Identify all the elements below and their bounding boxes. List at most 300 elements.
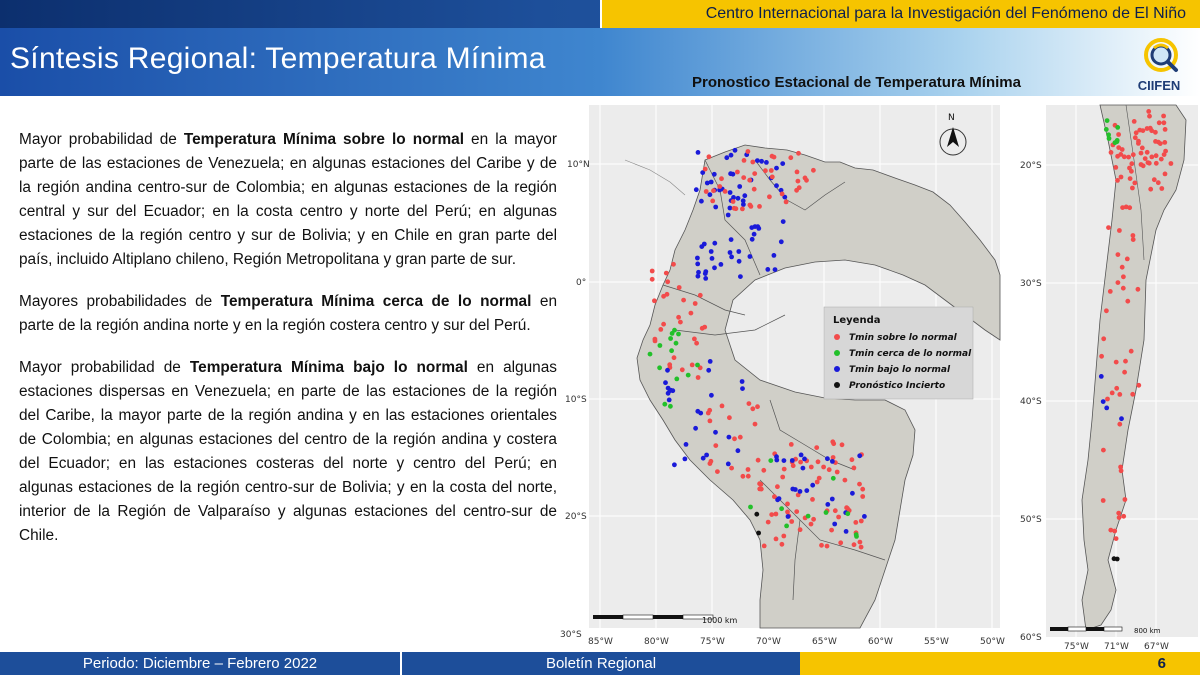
station-dot [825,456,830,461]
station-dot [1159,157,1164,162]
footer-bar [0,652,1200,675]
station-dot [1162,120,1167,125]
station-dot [696,274,701,279]
station-dot [1139,162,1144,167]
station-dot [698,293,703,298]
station-dot [810,497,815,502]
station-dot [854,532,859,537]
station-dot [665,292,670,297]
station-dot [671,262,676,267]
paragraph-text: en parte de la región andina norte y en la región costera centro y sur del Perú. [19,293,558,334]
station-dot [729,255,734,260]
station-dot [825,544,830,549]
station-dot [840,442,845,447]
station-dot [1108,289,1113,294]
lat-label: 40°S [1020,397,1042,407]
paragraph-below-normal [19,356,557,548]
station-dot [669,348,674,353]
station-dot [1116,511,1121,516]
station-dot [1120,265,1125,270]
station-dot [835,470,840,475]
station-dot [1099,374,1104,379]
station-dot [726,213,731,218]
station-dot [742,193,747,198]
station-dot [742,158,747,163]
station-dot [1136,139,1141,144]
ciifen-logo [1128,34,1194,96]
legend-swatch [834,366,840,372]
organization-name: Centro Internacional para la Investigación del Fenómeno de El Niño [600,0,1200,28]
station-dot [731,195,736,200]
chile-forecast-map [1016,100,1200,652]
station-dot [667,362,672,367]
station-dot [668,388,673,393]
station-dot [798,460,803,465]
station-dot [752,187,757,192]
station-dot [727,435,732,440]
station-dot [762,544,767,549]
station-dot [741,175,746,180]
station-dot [756,458,761,463]
station-dot [723,189,728,194]
station-dot [677,285,682,290]
station-dot [749,204,754,209]
station-dot [1128,176,1133,181]
station-dot [757,481,762,486]
station-dot [859,545,864,550]
paragraph-text: en la mayor parte de las estaciones de Venezuela; en algunas estaciones del Caribe y de la región andina centro-sur de Colombia; en algunas estaciones de la región central y sur del Ecuador; en la costa centro y norte del Perú; en algunas estaciones de la región centro y sur de Bolivia; y en Chile en gran parte del país, incluido Altiplano chileno, Región Metropolitana y gran parte de sur. [19,131,557,268]
station-dot [801,466,806,471]
station-dot [833,508,838,513]
station-dot [1162,140,1167,145]
station-dot [693,301,698,306]
station-dot [1157,120,1162,125]
station-dot [750,160,755,165]
station-dot [662,402,667,407]
station-dot [810,483,815,488]
station-dot [780,192,785,197]
station-dot [701,456,706,461]
station-dot [665,368,670,373]
station-dot [708,419,713,424]
station-dot [734,206,739,211]
station-dot [844,505,849,510]
station-dot [1134,130,1139,135]
paragraph-above-normal [19,128,557,272]
lon-label: 55°W [924,637,949,647]
station-dot [736,196,741,201]
station-dot [711,188,716,193]
station-dot [729,237,734,242]
station-dot [740,386,745,391]
station-dot [741,474,746,479]
station-dot [838,540,843,545]
station-dot [1109,150,1114,155]
station-dot [753,422,758,427]
legend-label: Tmin sobre lo normal [849,333,957,343]
station-dot [1146,109,1151,114]
station-dot [720,404,725,409]
station-dot [706,368,711,373]
station-dot [1147,161,1152,166]
lon-label: 70°W [756,637,781,647]
station-dot [1152,177,1157,182]
station-dot [795,170,800,175]
station-dot [694,187,699,192]
station-dot [746,149,751,154]
station-dot [724,155,729,160]
paragraph-text: Mayor probabilidad de [19,131,184,148]
station-dot [768,458,773,463]
station-dot [736,448,741,453]
station-dot [695,256,700,261]
station-dot [1113,165,1118,170]
station-dot [674,377,679,382]
station-dot [713,443,718,448]
station-dot [750,406,755,411]
station-dot [802,457,807,462]
station-dot [772,253,777,258]
station-dot [713,430,718,435]
station-dot [1124,205,1129,210]
station-dot [1115,125,1120,130]
station-dot [703,276,708,281]
station-dot [814,445,819,450]
station-dot [695,409,700,414]
station-dot [784,200,789,205]
station-dot [831,441,836,446]
station-dot [757,487,762,492]
station-dot [741,202,746,207]
station-dot [790,458,795,463]
station-dot [1140,146,1145,151]
station-dot [696,375,701,380]
station-dot [862,514,867,519]
station-dot [731,172,736,177]
station-dot [1104,308,1109,313]
lon-label: 80°W [644,637,669,647]
station-dot [860,494,865,499]
station-dot [775,497,780,502]
station-dot [1123,497,1128,502]
station-dot [712,172,717,177]
station-dot [1163,127,1168,132]
station-dot [1112,529,1117,534]
station-dot [661,322,666,327]
station-dot [748,505,753,510]
station-dot [761,468,766,473]
station-dot [712,241,717,246]
lon-label: 67°W [1144,642,1169,652]
station-dot [756,531,761,536]
station-dot [692,337,697,342]
lon-label: 65°W [812,637,837,647]
station-dot [737,259,742,264]
station-dot [1106,225,1111,230]
station-dot [708,359,713,364]
station-dot [747,178,752,183]
station-dot [1131,152,1136,157]
station-dot [694,341,699,346]
lat-label: 10°S [565,395,587,405]
station-dot [811,517,816,522]
station-dot [729,153,734,158]
station-dot [799,453,804,458]
station-dot [686,373,691,378]
station-dot [1161,114,1166,119]
station-dot [674,341,679,346]
station-dot [1132,181,1137,186]
station-dot [766,520,771,525]
station-dot [676,332,681,337]
lat-label: 10°N [567,160,590,170]
station-dot [790,487,795,492]
station-dot [740,379,745,384]
paragraph-highlight: Temperatura Mínima cerca de lo normal [220,293,532,310]
station-dot [667,398,672,403]
lon-label: 85°W [588,637,613,647]
station-dot [1145,150,1150,155]
lat-label: 20°S [1020,161,1042,171]
station-dot [699,244,704,249]
station-dot [843,478,848,483]
station-dot [1141,128,1146,133]
station-dot [704,189,709,194]
station-dot [832,522,837,527]
station-dot [774,183,779,188]
station-dot [727,415,732,420]
scale-label: 800 km [1134,627,1161,635]
station-dot [845,511,850,516]
station-dot [798,489,803,494]
station-dot [707,154,712,159]
station-dot [1119,468,1124,473]
station-dot [746,474,751,479]
station-dot [1131,237,1136,242]
map-subtitle: Pronostico Estacional de Temperatura Mínima [692,74,1021,91]
station-dot [859,519,864,524]
station-dot [729,466,734,471]
legend-swatch [834,382,840,388]
station-dot [690,363,695,368]
station-dot [707,408,712,413]
station-dot [693,426,698,431]
paragraph-highlight: Temperatura Mínima sobre lo normal [183,131,465,148]
station-dot [804,488,809,493]
station-dot [1122,370,1127,375]
station-dot [1163,172,1168,177]
station-dot [1121,274,1126,279]
station-dot [683,457,688,462]
station-dot [755,404,760,409]
station-dot [767,194,772,199]
station-dot [774,166,779,171]
station-dot [733,148,738,153]
station-dot [852,542,857,547]
station-dot [676,315,681,320]
station-dot [1130,392,1135,397]
station-dot [1114,360,1119,365]
station-dot [819,543,824,548]
station-dot [785,510,790,515]
station-dot [817,476,822,481]
paragraph-text: en algunas estaciones dispersas en Venezuela; en parte de las estaciones de la región del Caribe, la mayor parte de la región andina y en las estaciones orientales de Colombia; en algunas estaciones del centro de la región andina y costera del Ecuador; en las estaciones costeras del norte y centro del Perú; en algunas estaciones de la región centro-sur de Bolivia; y en la costa del norte, interior de la Región de Valparaíso y algunas estaciones del centro-sur de Chile. [19,359,557,544]
station-dot [705,181,710,186]
station-dot [772,155,777,160]
station-dot [684,442,689,447]
station-dot [836,515,841,520]
lat-label: 20°S [565,512,587,522]
station-dot [726,462,731,467]
station-dot [1101,336,1106,341]
station-dot [1129,349,1134,354]
station-dot [1129,161,1134,166]
station-dot [1114,536,1119,541]
station-dot [794,509,799,514]
station-dot [1101,399,1106,404]
station-dot [1127,166,1132,171]
station-dot [1117,392,1122,397]
station-dot [773,267,778,272]
station-dot [794,188,799,193]
station-dot [803,176,808,181]
station-dot [798,527,803,532]
lat-label: 0° [576,278,587,288]
station-dot [658,327,663,332]
station-dot [689,311,694,316]
station-dot [1143,156,1148,161]
station-dot [731,199,736,204]
station-dot [844,529,849,534]
legend-swatch [834,334,840,340]
station-dot [1120,147,1125,152]
station-dot [650,277,655,282]
station-dot [1123,359,1128,364]
station-dot [709,393,714,398]
station-dot [664,271,669,276]
paragraph-highlight: Temperatura Mínima bajo lo normal [189,359,468,376]
station-dot [1153,139,1158,144]
station-dot [1112,556,1117,561]
station-dot [1156,180,1161,185]
station-dot [1104,406,1109,411]
synthesis-text [19,128,557,566]
station-dot [653,337,658,342]
lat-label: 50°S [1020,515,1042,525]
station-dot [715,469,720,474]
page-number: 6 [800,652,1200,675]
station-dot [680,367,685,372]
footer-bulletin: Boletín Regional [400,652,800,675]
station-dot [753,224,758,229]
station-dot [769,168,774,173]
lon-label: 71°W [1104,642,1129,652]
station-dot [858,540,863,545]
station-dot [781,534,786,539]
station-dot [1162,152,1167,157]
station-dot [712,265,717,270]
station-dot [1130,186,1135,191]
station-dot [788,155,793,160]
station-dot [780,542,785,547]
station-dot [1132,119,1137,124]
station-dot [703,167,708,172]
north-label: N [948,113,955,123]
station-dot [746,467,751,472]
station-dot [695,363,700,368]
station-dot [1148,187,1153,192]
station-dot [663,380,668,385]
station-dot [850,491,855,496]
station-dot [719,176,724,181]
legend-label: Pronóstico Incierto [849,381,946,391]
station-dot [1117,515,1122,520]
legend-label: Tmin bajo lo normal [849,365,951,375]
station-dot [830,497,835,502]
station-dot [782,467,787,472]
station-dot [735,170,740,175]
station-dot [757,204,762,209]
station-dot [1158,141,1163,146]
station-dot [672,355,677,360]
station-dot [1125,257,1130,262]
station-dot [1154,153,1159,158]
station-dot [703,271,708,276]
station-dot [738,435,743,440]
station-dot [821,465,826,470]
lon-label: 75°W [700,637,725,647]
station-dot [809,465,814,470]
legend-swatch [834,350,840,356]
station-dot [811,168,816,173]
station-dot [678,320,683,325]
station-dot [1145,126,1150,131]
station-dot [752,232,757,237]
lon-label: 50°W [980,637,1005,647]
station-dot [816,459,821,464]
station-dot [774,512,779,517]
station-dot [1117,422,1122,427]
legend-title: Leyenda [833,315,881,326]
station-dot [857,453,862,458]
station-dot [824,510,829,515]
station-dot [665,279,670,284]
scale-label: 1000 km [702,616,738,625]
station-dot [1119,416,1124,421]
station-dot [775,484,780,489]
main-forecast-map [555,100,1010,645]
station-dot [750,237,755,242]
logo-text: CIIFEN [1137,78,1181,93]
legend-label: Tmin cerca de lo normal [849,349,972,359]
station-dot [785,502,790,507]
station-dot [740,207,745,212]
station-dot [1115,139,1120,144]
station-dot [1115,178,1120,183]
station-dot [1106,132,1111,137]
station-dot [796,179,801,184]
station-dot [709,459,714,464]
station-dot [784,524,789,529]
station-dot [779,506,784,511]
station-dot [748,254,753,259]
station-dot [1101,498,1106,503]
station-dot [759,159,764,164]
map-legend [824,307,973,399]
station-dot [708,192,713,197]
station-dot [829,528,834,533]
top-header-bar [0,0,1200,28]
